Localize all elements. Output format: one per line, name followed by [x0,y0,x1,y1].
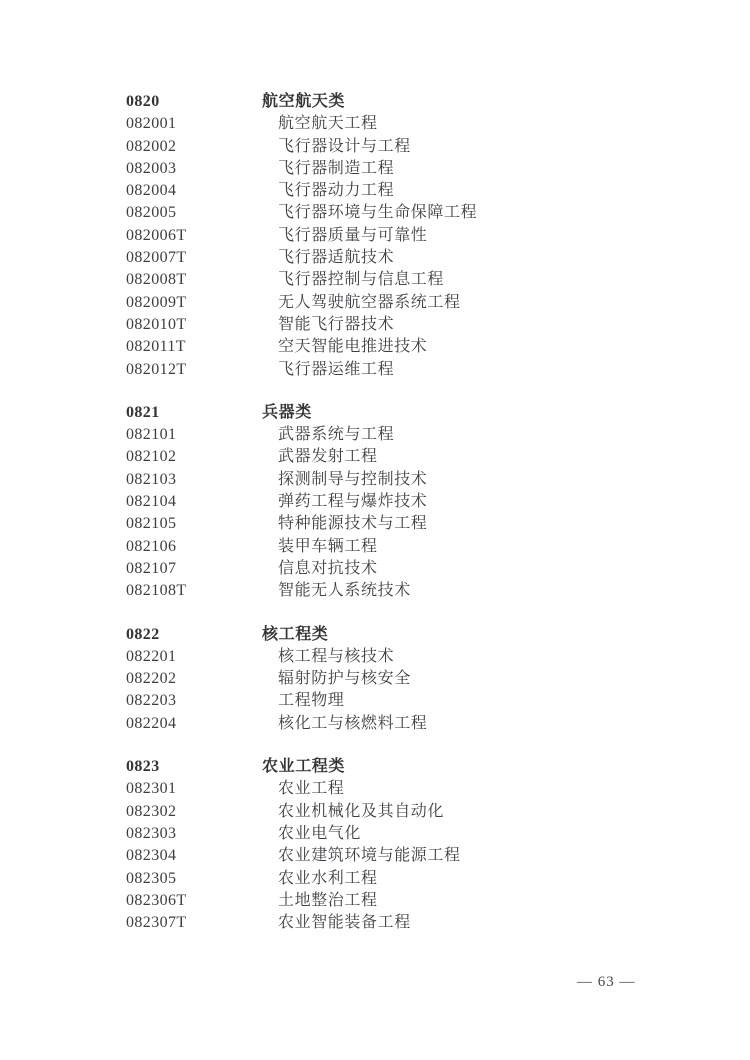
major-name: 武器发射工程 [278,448,378,466]
major-name: 探测制导与控制技术 [278,470,428,488]
major-row [126,180,686,202]
major-name: 智能飞行器技术 [278,315,395,333]
section-header-code: 0823 [126,758,160,776]
section-header-code: 0822 [126,625,160,643]
major-name: 飞行器制造工程 [278,159,395,177]
major-code: 082201 [126,647,177,665]
section-header-name: 农业工程类 [262,758,346,776]
major-code: 082101 [126,426,177,444]
section-header-row [126,91,686,113]
major-name: 农业智能装备工程 [278,914,411,932]
major-row [126,912,686,934]
major-row [126,336,686,358]
major-code: 082009T [126,293,187,311]
major-code: 082303 [126,824,177,842]
major-name: 核工程与核技术 [278,647,395,665]
major-code: 082204 [126,714,177,732]
major-row [126,359,686,381]
major-code: 082011T [126,338,186,356]
catalog-section [126,402,686,603]
major-name: 工程物理 [278,692,345,710]
major-code: 082301 [126,780,177,798]
major-code: 082004 [126,182,177,200]
major-row [126,247,686,269]
major-row [126,225,686,247]
section-header-row [126,756,686,778]
major-row [126,491,686,513]
major-row [126,446,686,468]
major-code: 082002 [126,137,177,155]
major-code: 082007T [126,249,187,267]
major-code: 082102 [126,448,177,466]
major-row [126,801,686,823]
major-name: 飞行器控制与信息工程 [278,271,445,289]
major-name: 飞行器质量与可靠性 [278,226,428,244]
major-name: 飞行器运维工程 [278,360,395,378]
major-name: 土地整治工程 [278,891,378,909]
section-header-name: 核工程类 [262,625,329,643]
major-row [126,845,686,867]
major-code: 082006T [126,226,187,244]
major-name: 农业工程 [278,780,345,798]
major-name: 农业水利工程 [278,869,378,887]
major-code: 082304 [126,847,177,865]
major-name: 核化工与核燃料工程 [278,714,428,732]
major-row [126,690,686,712]
major-code: 082305 [126,869,177,887]
major-code: 082010T [126,315,187,333]
major-row [126,890,686,912]
major-code: 082307T [126,914,187,932]
major-name: 农业电气化 [278,824,362,842]
catalog-section [126,624,686,735]
page-number: — 63 — [577,974,636,990]
major-name: 农业机械化及其自动化 [278,802,445,820]
major-row [126,269,686,291]
major-code: 082103 [126,470,177,488]
major-code: 082005 [126,204,177,222]
discipline-catalog [126,91,686,934]
major-name: 辐射防护与核安全 [278,670,411,688]
major-row [126,158,686,180]
major-row [126,668,686,690]
major-name: 特种能源技术与工程 [278,515,428,533]
section-header-code: 0821 [126,403,160,421]
major-row [126,314,686,336]
major-row [126,778,686,800]
major-code: 082107 [126,559,177,577]
major-name: 信息对抗技术 [278,559,378,577]
major-name: 飞行器动力工程 [278,182,395,200]
major-row [126,113,686,135]
major-row [126,469,686,491]
major-code: 082105 [126,515,177,533]
section-header-row [126,402,686,424]
major-row [126,823,686,845]
major-name: 空天智能电推进技术 [278,338,428,356]
catalog-section [126,756,686,934]
major-row [126,646,686,668]
major-name: 飞行器环境与生命保障工程 [278,204,478,222]
section-header-code: 0820 [126,93,160,110]
major-name: 飞行器适航技术 [278,249,395,267]
major-code: 082104 [126,493,177,511]
major-code: 082203 [126,692,177,710]
major-name: 武器系统与工程 [278,426,395,444]
major-code: 082008T [126,271,187,289]
major-name: 弹药工程与爆炸技术 [278,493,428,511]
major-row [126,513,686,535]
major-name: 智能无人系统技术 [278,582,411,600]
major-row [126,202,686,224]
section-header-name: 航空航天类 [262,93,346,110]
major-name: 航空航天工程 [278,115,378,133]
major-code: 082003 [126,159,177,177]
major-row [126,558,686,580]
major-name: 装甲车辆工程 [278,537,378,555]
major-row [126,292,686,314]
major-code: 082202 [126,670,177,688]
major-code: 082306T [126,891,187,909]
major-row [126,136,686,158]
major-row [126,580,686,602]
major-row [126,713,686,735]
section-header-row [126,624,686,646]
major-code: 082106 [126,537,177,555]
major-code: 082108T [126,582,187,600]
major-code: 082012T [126,360,187,378]
section-header-name: 兵器类 [262,403,312,421]
major-row [126,536,686,558]
major-name: 无人驾驶航空器系统工程 [278,293,461,311]
catalog-section [126,91,686,381]
major-row [126,424,686,446]
major-name: 飞行器设计与工程 [278,137,411,155]
major-code: 082302 [126,802,177,820]
major-name: 农业建筑环境与能源工程 [278,847,461,865]
major-code: 082001 [126,115,177,133]
major-row [126,868,686,890]
